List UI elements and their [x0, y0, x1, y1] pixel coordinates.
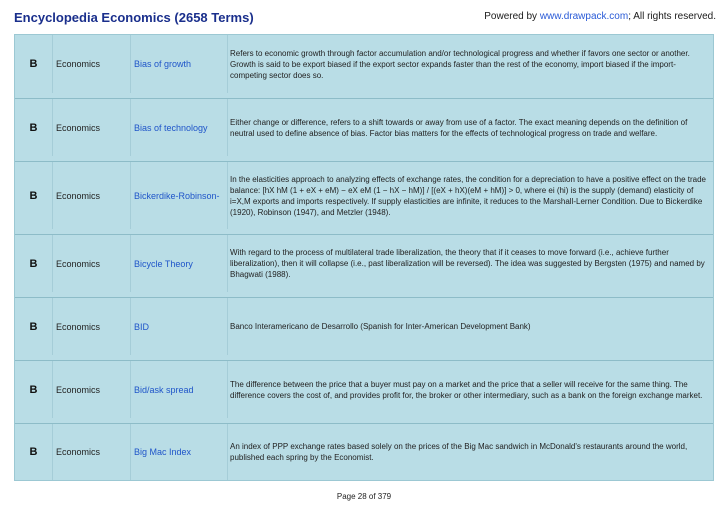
- row-term[interactable]: BID: [130, 298, 227, 355]
- row-definition: Banco Interamericano de Desarrollo (Spanish for Inter-American Development Bank): [227, 298, 713, 355]
- title-text: Encyclopedia Economics: [14, 10, 171, 25]
- table-row: [15, 98, 713, 156]
- row-definition: Refers to economic growth through factor accumulation and/or technological progress and whether if favors one sector or another. Growth is said to be export biased if the export sector expands faster than the rest of the economy, import biased if the import-competing sector does so.: [227, 35, 713, 93]
- powered-by: [484, 11, 716, 22]
- row-category: Economics: [52, 99, 130, 156]
- row-term[interactable]: Bias of technology: [130, 99, 227, 156]
- row-definition: With regard to the process of multilateral trade liberalization, the theory that if it ceases to move forward (i.e., achieve further liberalization), then it will collapse (i.e., past liberalization will be reversed). The idea was suggested by Bergsten (1975) and named by Bhagwati (1988).: [227, 235, 713, 292]
- powered-suffix: ; All rights reserved.: [628, 11, 716, 22]
- table-row: [15, 423, 713, 480]
- row-letter: B: [29, 189, 38, 202]
- table-row: [15, 297, 713, 355]
- table-row: [15, 360, 713, 418]
- table-row: [15, 161, 713, 229]
- terms-table: [14, 34, 714, 481]
- row-letter: B: [29, 446, 38, 458]
- row-definition: In the elasticities approach to analyzing effects of exchange rates, the condition for a depreciation to have a positive effect on the trade balance: [hX hM (1 + eX + eM) − eX eM (1 − hX − hM)] / [(eX + hX)(eM + hM)] > 0, where ei (hi) is the supply (demand) elasticity of i=X,M exports and imports respectively. If supply elasticities are infinite, it reduces to the Marshall-Lerner Condition. Due to Bickerdike (1920), Robinson (1947), and Metzler (1948).: [227, 162, 713, 229]
- drawpack-link[interactable]: www.drawpack.com: [539, 11, 629, 22]
- row-category: Economics: [52, 298, 130, 355]
- row-term[interactable]: Bicycle Theory: [130, 235, 227, 292]
- row-letter: B: [29, 320, 38, 333]
- row-term[interactable]: Big Mac Index: [130, 424, 227, 480]
- row-letter: B: [29, 383, 38, 396]
- row-term[interactable]: Bickerdike-Robinson-: [130, 162, 227, 229]
- row-category: Economics: [52, 162, 130, 229]
- row-letter: B: [29, 58, 38, 70]
- row-category: Economics: [52, 35, 130, 93]
- document-title: [14, 10, 254, 25]
- row-category: Economics: [52, 424, 130, 480]
- powered-prefix: Powered by: [484, 11, 540, 22]
- row-category: Economics: [52, 235, 130, 292]
- row-definition: An index of PPP exchange rates based solely on the prices of the Big Mac sandwich in McDonald's restaurants around the world, published each spring by the Economist.: [227, 424, 713, 480]
- row-term[interactable]: Bid/ask spread: [130, 361, 227, 418]
- row-letter: B: [29, 121, 38, 134]
- row-letter: B: [29, 257, 38, 270]
- row-definition: Either change or difference, refers to a shift towards or away from use of a factor. The exact meaning depends on the definition of neutral used to define absence of bias. Factor bias matters for the effects of technological progress on trade and welfare.: [227, 99, 713, 156]
- term-count: (2658 Terms): [174, 10, 254, 25]
- row-definition: The difference between the price that a buyer must pay on a market and the price that a seller will receive for the same thing. The difference covers the cost of, and provides profit for, the broker or other intermediary, such as a bank on the foreign exchange market.: [227, 361, 713, 418]
- table-row: [15, 234, 713, 292]
- page-number: Page 28 of 379: [336, 492, 392, 501]
- page-header: [14, 10, 716, 26]
- row-term[interactable]: Bias of growth: [130, 35, 227, 93]
- table-row: [15, 35, 713, 93]
- row-category: Economics: [52, 361, 130, 418]
